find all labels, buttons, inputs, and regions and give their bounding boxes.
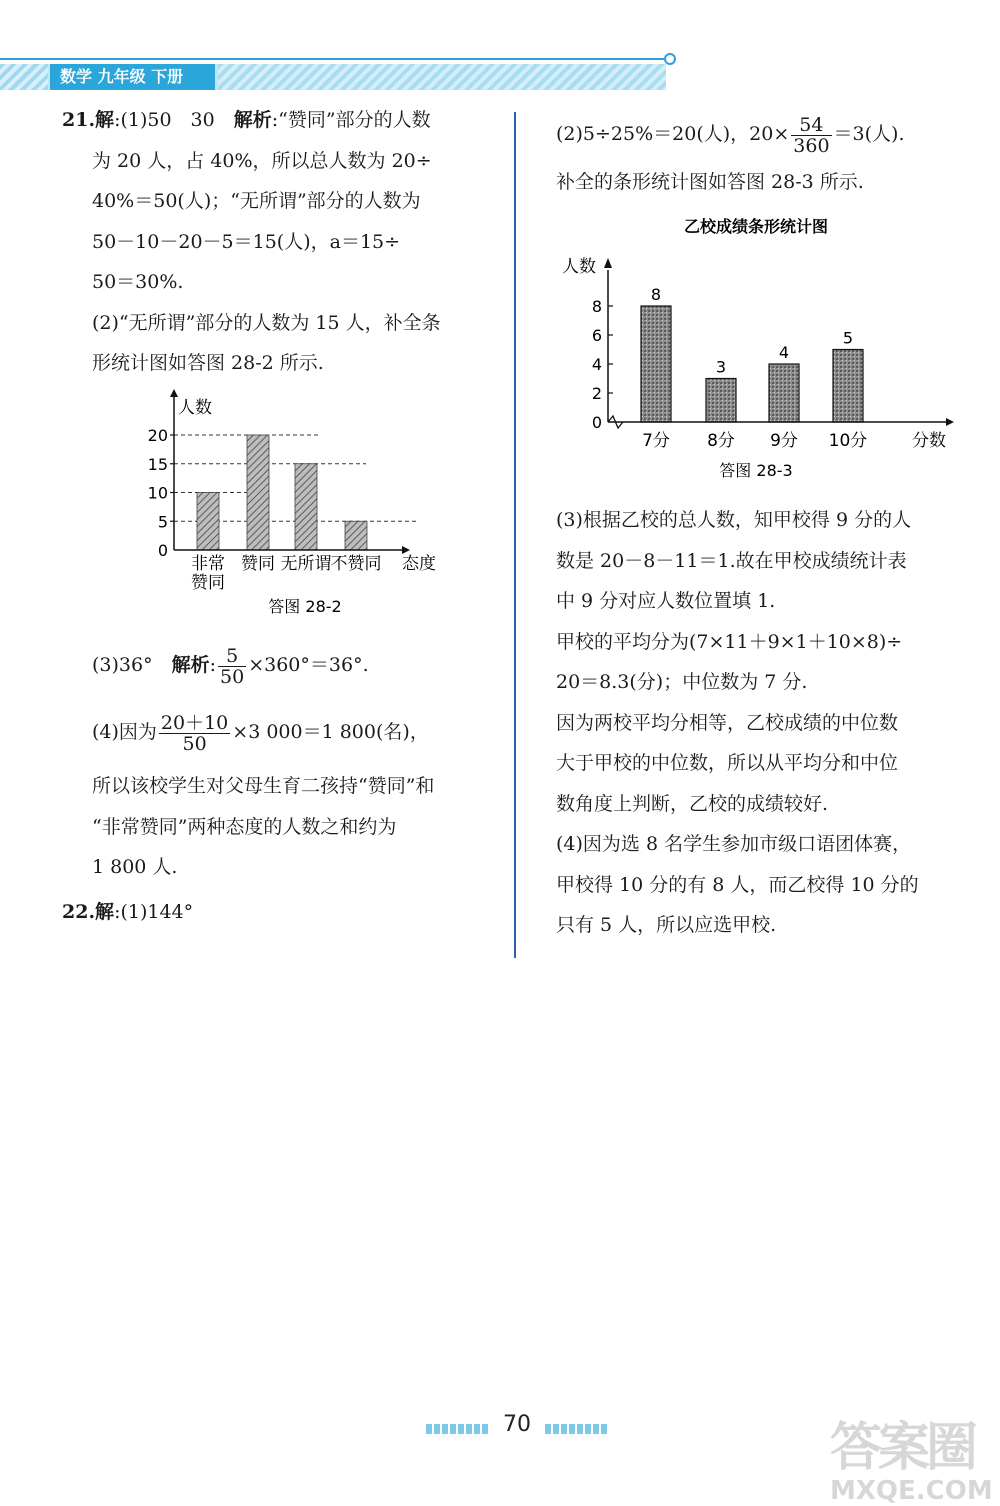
r-part2-line2: 补全的条形统计图如答图 28-3 所示. [556,171,864,193]
q21-line-3: 40%＝50(人)；“无所谓”部分的人数为 [92,190,421,212]
q21-part4 [92,704,512,760]
fraction-numerator: 20＋10 [160,711,229,734]
chart1-x-arrow [402,546,410,554]
watermark [830,1420,993,1506]
header-rule [0,58,668,60]
chart-28-2 [140,385,470,615]
chart2-x-arrow [946,418,954,426]
left-column [62,100,502,384]
chart-28-3 [556,210,956,490]
header-stripe [0,64,48,90]
header-stripe-right [218,64,666,90]
q21-part3-analysis-label: 解析 [171,654,210,676]
q22-label: 22.解 [62,901,115,923]
q21-line-1 [62,100,502,141]
chart2-bar [641,306,671,422]
q22-line [62,892,502,933]
chart1-xtick-label: 赞同 [241,554,275,574]
q21-part3-text: ×360°＝36°. [248,654,369,676]
chart2-y-arrow [604,258,612,268]
chart1-caption: 答图 28-2 [268,597,342,615]
chart2-bar [769,364,799,422]
watermark-logo-text: 答案圈 [830,1418,975,1478]
q21-part3-answer: (3)36° [92,654,172,676]
fraction-numerator: 5 [218,646,246,667]
q21-part3-fraction [218,646,246,687]
chart1-bar [345,521,367,550]
chart1-ytick-label: 20 [147,426,168,445]
chart2-xtick-label: 8分 [707,431,735,451]
header-title: 数学 九年级 下册 [50,64,215,90]
left-column-lower [92,640,512,888]
chart2-data-label: 8 [650,285,662,304]
chart2-data-label: 3 [715,357,727,377]
r-part3-line5: 20＝8.3(分)；中位数为 7 分. [556,671,808,693]
chart1-xtick-label: 无所谓 [280,554,332,574]
q21-line-2: 为 20 人，占 40%，所以总人数为 20÷ [92,149,432,172]
watermark-url: MXQE.COM [830,1476,993,1506]
fraction-denominator: 360 [793,134,830,157]
q21-line-p4-2: 所以该校学生对父母生育二孩持“赞同”和 [92,775,435,797]
q21-part1-text: :“赞同”部分的人数 [271,109,431,131]
footer-deco-right [545,1424,607,1434]
r-part3-line2: 数是 20－8－11＝1.故在甲校成绩统计表 [556,549,907,572]
r-part4-line2: 甲校得 10 分的有 8 人，而乙校得 10 分的 [556,873,919,896]
q21-label: 21.解 [62,109,115,131]
chart2-ylabel: 人数 [562,257,596,277]
chart2-bar [833,350,863,423]
q21-part4-text-post: ×3 000＝1 800(名)， [232,721,429,743]
r-part3-line3: 中 9 分对应人数位置填 1. [556,590,776,612]
chart2-xlabel: 分数 [912,431,946,451]
q21-line-5: 50＝30%. [92,271,184,293]
q21-part4-fraction [159,713,230,754]
fraction-denominator: 50 [220,665,245,688]
r-part4-line3: 只有 5 人，所以应选甲校. [556,914,777,936]
r-part2-fraction [791,115,831,156]
right-column-lower [556,500,966,946]
q21-line-p4-4: 1 800 人. [92,856,178,878]
q21-line-6: (2)“无所谓”部分的人数为 15 人，补全条 [92,311,441,334]
r-part3-line4: 甲校的平均分为(7×11＋9×1＋10×8)÷ [556,630,903,653]
r-part3-line1: (3)根据乙校的总人数，知甲校得 9 分的人 [556,509,912,531]
r-part2 [556,112,964,156]
chart2-xtick-label: 10分 [828,431,868,451]
q21-part3 [92,640,512,690]
chart2-xtick-label: 7分 [642,431,670,451]
chart2-data-label: 5 [842,328,854,348]
page-number: 70 [503,1412,531,1437]
footer-deco-left [426,1424,488,1434]
chart1-y-arrow [170,389,178,397]
chart1-ylabel: 人数 [178,398,212,418]
q21-part3-colon: : [209,654,217,676]
q21-line-4: 50－10－20－5＝15(人)，a＝15÷ [92,230,401,253]
chart1-bar [247,435,269,550]
chart2-title: 乙校成绩条形统计图 [683,217,829,236]
q21-part1-analysis-label: 解析 [233,109,272,131]
q21-part1-answer: :(1)50 30 [114,109,234,131]
chart1-xtick-label: 非常 [191,554,225,574]
chart2-ytick-label: 8 [591,297,602,316]
chart1-xtick-label: 不赞同 [330,554,382,574]
chart2-ytick-label: 0 [591,413,602,432]
chart1-ytick-label: 0 [157,541,168,560]
q21-line-7: 形统计图如答图 28-2 所示. [92,352,324,374]
page-header [0,50,680,100]
chart2-data-label: 4 [778,343,790,362]
q21-line-p4-3: “非常赞同”两种态度的人数之和约为 [92,815,397,838]
r-part3-line8: 数角度上判断，乙校的成绩较好. [556,792,829,815]
chart2-bar [706,379,736,423]
fraction-numerator: 54 [791,115,831,136]
r-part2-text-post: ＝3(人). [833,123,905,145]
chart2-ytick-label: 2 [591,384,602,403]
chart1-ytick-label: 15 [147,454,168,474]
q22-block [62,892,502,933]
r-part2-text-pre: (2)5÷25%＝20(人)，20× [556,123,790,145]
chart2-caption: 答图 28-3 [719,461,793,480]
chart1-bar [295,464,317,550]
chart1-ytick-label: 5 [157,512,168,532]
r-part3-line6: 因为两校平均分相等，乙校成绩的中位数 [556,711,899,734]
r-part4-line1: (4)因为选 8 名学生参加市级口语团体赛， [556,833,912,855]
chart2-ytick-label: 6 [591,326,602,345]
chart1-xtick-label: 赞同 [191,573,225,593]
column-divider [514,112,516,958]
chart1-ytick-label: 10 [147,483,168,503]
q21-part4-text-pre: (4)因为 [92,721,157,743]
chart1-xlabel: 态度 [402,554,436,574]
q22-text: :(1)144° [114,901,194,923]
chart2-xtick-label: 9分 [770,431,798,451]
r-part3-line7: 大于甲校的中位数，所以从平均分和中位 [556,752,899,774]
chart2-ytick-label: 4 [591,355,602,374]
right-column [556,112,964,203]
fraction-denominator: 50 [182,732,207,755]
chart1-bar [197,493,219,551]
